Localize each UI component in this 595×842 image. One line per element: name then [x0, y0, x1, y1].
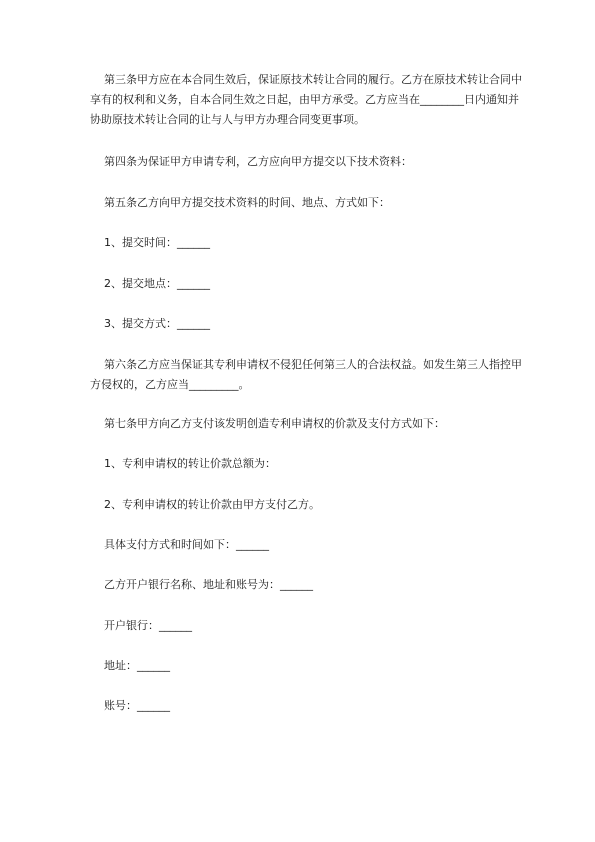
- article-7-item-2: 2、专利申请权的转让价款由甲方支付乙方。: [104, 498, 320, 511]
- account-number: 账号：______: [104, 699, 170, 712]
- article-4: 第四条为保证甲方申请专利，乙方应向甲方提交以下技术资料：: [104, 155, 412, 168]
- article-5-item-1: 1、提交时间：______: [104, 236, 210, 249]
- article-3: 第三条甲方应在本合同生效后，保证原技术转让合同的履行。乙方在原技术转让合同中享有的权利和义务，自本合同生效之日起，由甲方承受。乙方应当在________日内通知并协助原技术转让合同的让与人与甲方办理合同变更事项。: [90, 73, 522, 126]
- article-5: 第五条乙方向甲方提交技术资料的时间、地点、方式如下：: [104, 196, 390, 209]
- article-7-item-1: 1、专利申请权的转让价款总额为：: [104, 457, 276, 470]
- bank-address: 地址：______: [104, 659, 170, 672]
- bank-info: 乙方开户银行名称、地址和账号为：______: [104, 578, 313, 591]
- article-7: 第七条甲方向乙方支付该发明创造专利申请权的价款及支付方式如下：: [104, 417, 445, 430]
- payment-method: 具体支付方式和时间如下：______: [104, 538, 269, 551]
- article-5-item-3: 3、提交方式：______: [104, 317, 210, 330]
- article-6: 第六条乙方应当保证其专利申请权不侵犯任何第三人的合法权益。如发生第三人指控甲方侵权的，乙方应当_________。: [90, 358, 522, 391]
- article-5-item-2: 2、提交地点：______: [104, 277, 210, 290]
- bank-name: 开户银行：______: [104, 619, 192, 632]
